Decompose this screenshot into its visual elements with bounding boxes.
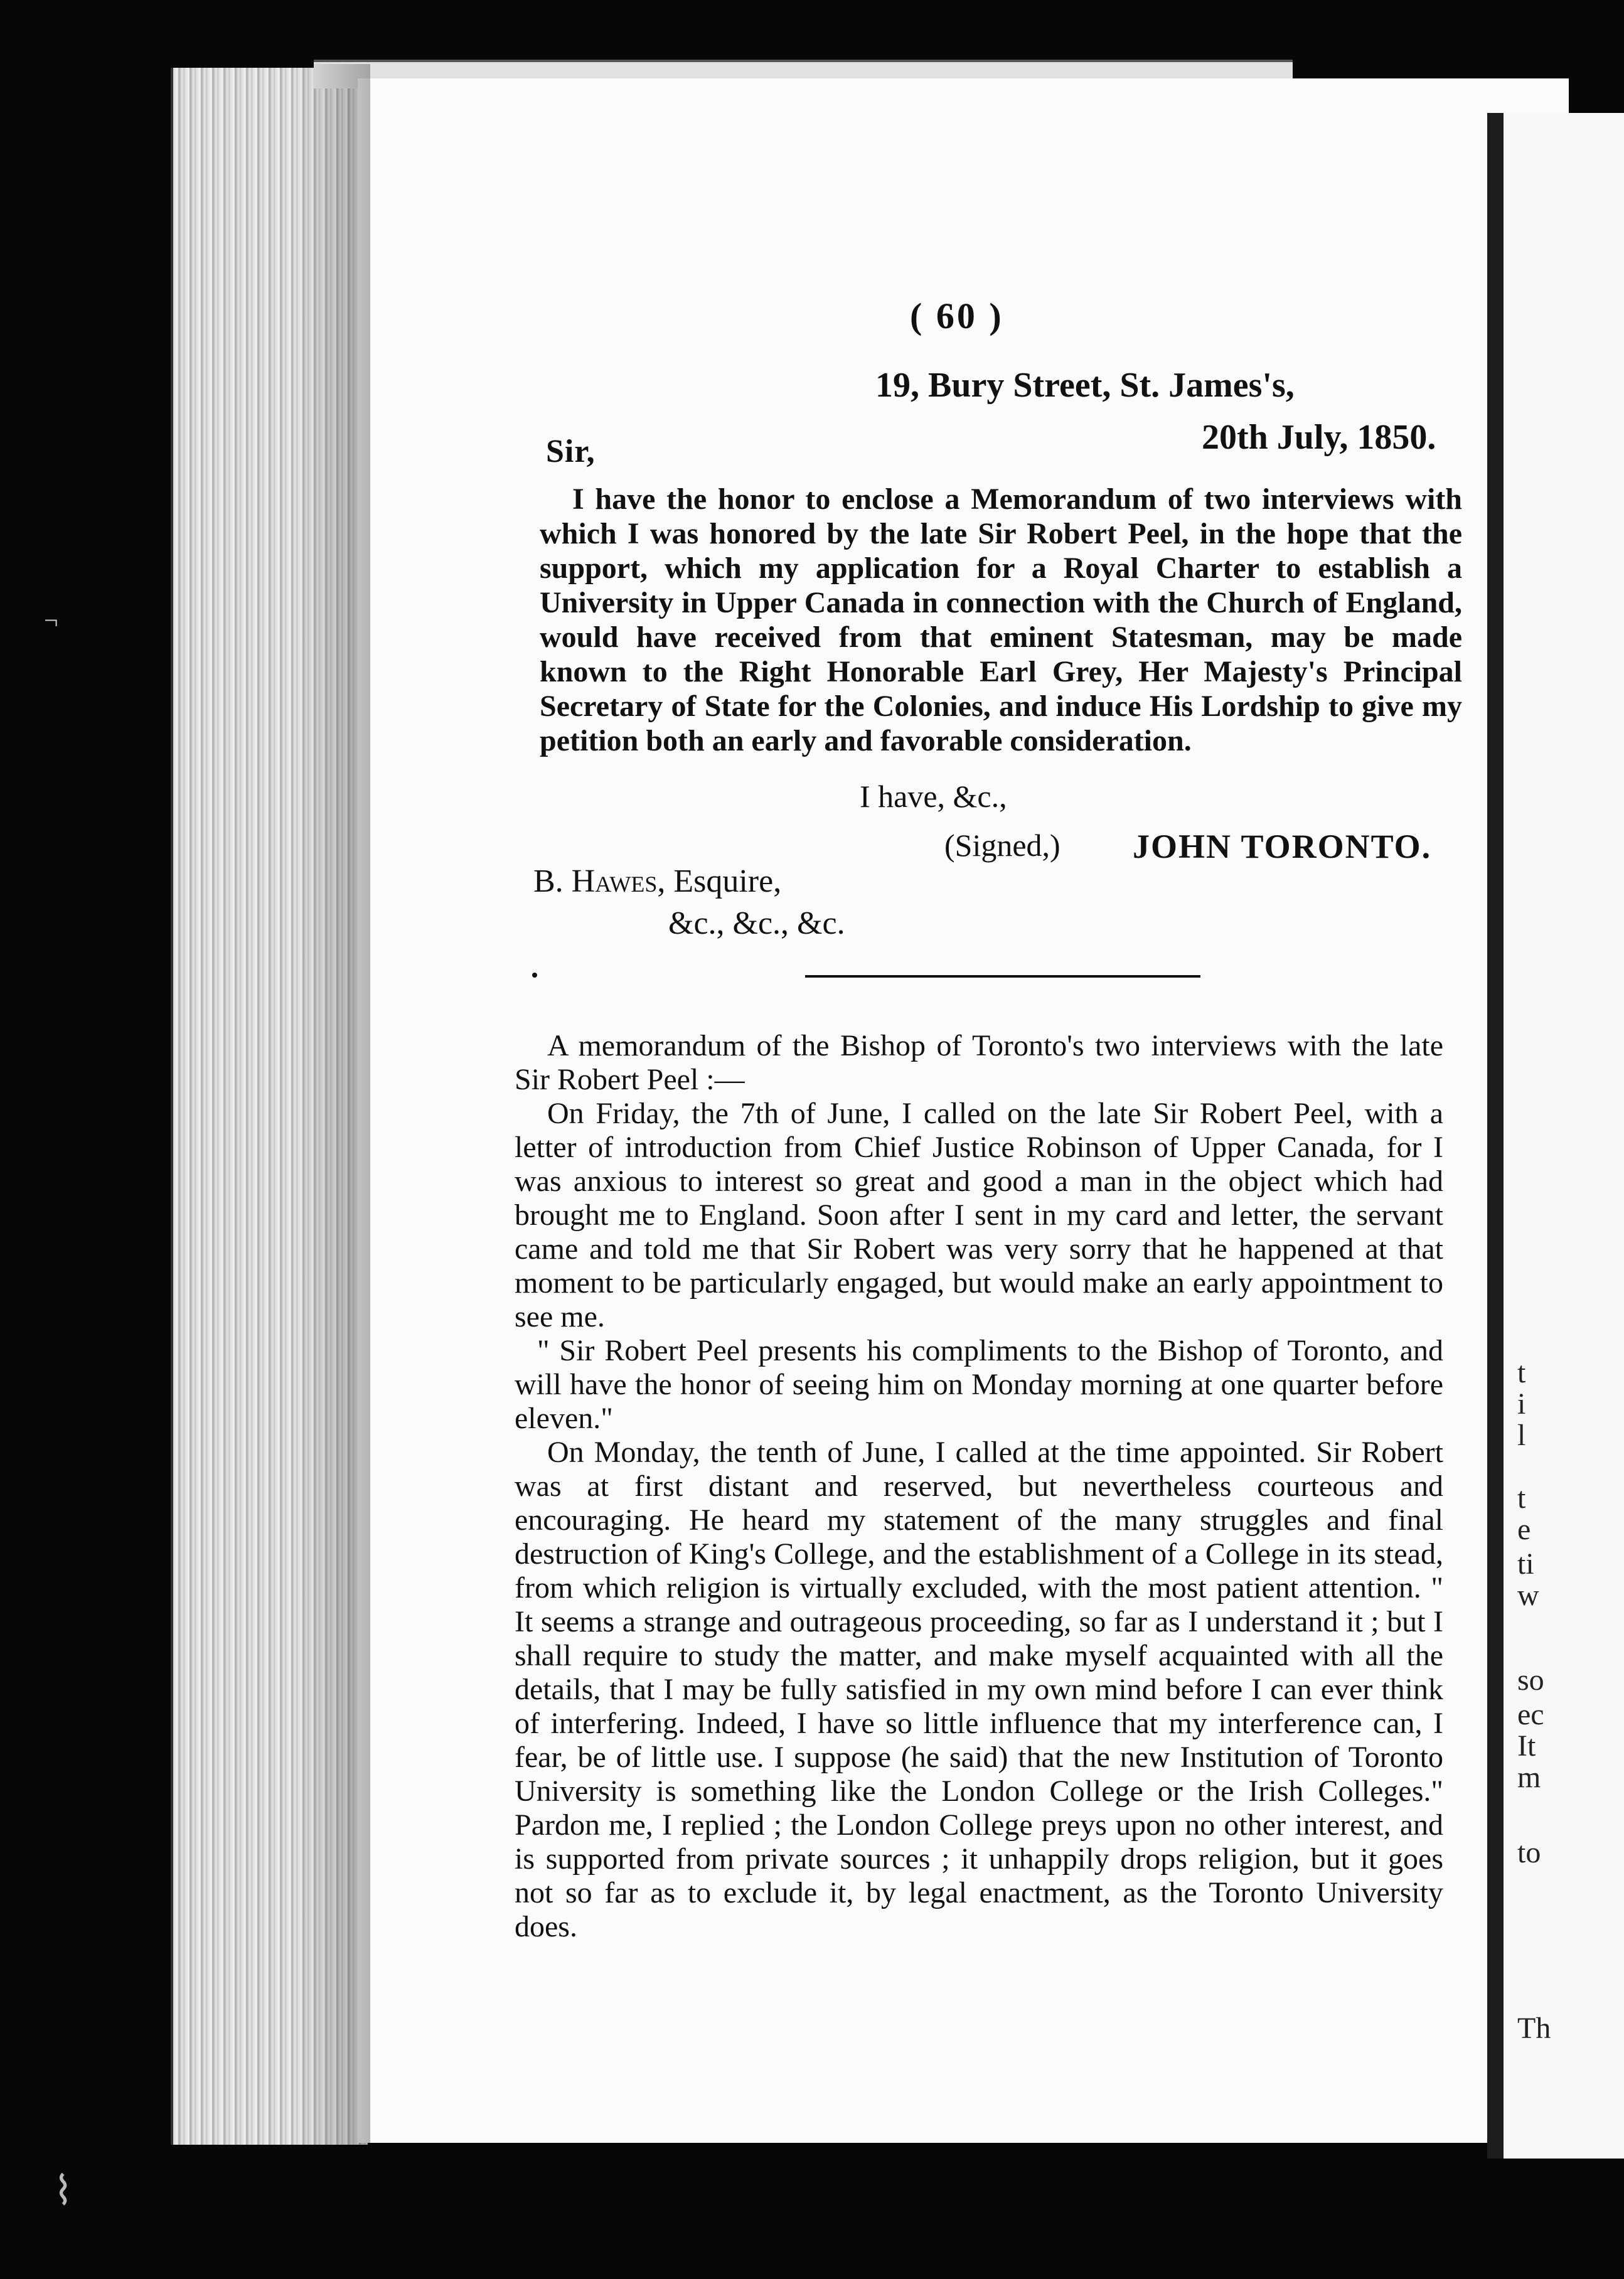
- letter-closing: I have, &c.,: [860, 779, 1007, 814]
- memorandum-heading: A memorandum of the Bishop of Toronto's two interviews with the late Sir Robert Peel :—: [515, 1029, 1443, 1096]
- letter-address: 19, Bury Street, St. James's,: [875, 366, 1295, 405]
- signed-note: (Signed,): [944, 828, 1060, 863]
- signature: JOHN TORONTO.: [1133, 828, 1432, 865]
- facing-fragment: ti: [1517, 1547, 1534, 1581]
- facing-fragment: t: [1517, 1481, 1526, 1515]
- margin-mark-icon: ¬: [44, 606, 58, 634]
- addressee: [533, 863, 845, 942]
- facing-fragment: l: [1517, 1419, 1526, 1452]
- facing-fragment: w: [1517, 1579, 1539, 1612]
- facing-fragment: m: [1517, 1761, 1541, 1794]
- facing-fragment: to: [1517, 1836, 1541, 1869]
- facing-fragment: so: [1517, 1663, 1544, 1697]
- facing-fragment: Th: [1517, 2012, 1551, 2045]
- facing-fragment: ec: [1517, 1698, 1544, 1731]
- letter-date: 20th July, 1850.: [1202, 418, 1436, 457]
- facing-fragment: t: [1517, 1356, 1526, 1389]
- memorandum-paragraph: On Friday, the 7th of June, I called on the late Sir Robert Peel, with a letter of introduction from Chief Justice Robinson of Upper Canada, for I was anxious to interest so great and good a man in the object which had brought me to England. Soon after I sent in my card and letter, the servant came and told me that Sir Robert was very sorry that he happened at that moment to be particularly engaged, but would make an early appointment to see me.: [515, 1097, 1443, 1333]
- section-divider: [805, 975, 1200, 978]
- gutter-shadow: [295, 64, 370, 2147]
- scan-corner-mark-icon: ⌇: [53, 2169, 73, 2213]
- facing-fragment: e: [1517, 1513, 1531, 1546]
- addressee-title: Esquire,: [673, 863, 782, 899]
- facing-fragment: It: [1517, 1729, 1536, 1763]
- letter-body: [540, 482, 1462, 758]
- memorandum-paragraph: On Monday, the tenth of June, I called at the time appointed. Sir Robert was at first distant and reserved, but nevertheless courteous and encouraging. He heard my statement of the many struggles and final destruction of King's College, and the establishment of a College in its stead, from which religion is virtually excluded, with the most patient attention. " It seems a strange and outrageous proceeding, so far as I understand it ; but I shall require to study the matter, and make myself acquainted with all the details, that I may be fully satisfied in my own mind before I can ever think of interfering. Indeed, I have so little influence that my interference can, I fear, be of little use. I suppose (he said) that the new Institution of Toronto University is something like the London College or the Irish Colleges." Pardon me, I replied ; the London College preys upon no other interest, and is supported from private sources ; it unhappily drops religion, but it goes not so far as to exclude it, by legal enactment, as the Toronto University does.: [515, 1436, 1443, 1943]
- stray-dot: [532, 973, 537, 978]
- addressee-etc: &c., &c., &c.: [668, 905, 845, 941]
- memorandum-quote: " Sir Robert Peel presents his compliments to the Bishop of Toronto, and will have the honor of seeing him on Monday morning at one quarter before eleven.": [515, 1334, 1443, 1435]
- addressee-name: B. Hawes,: [533, 863, 666, 899]
- letter-salutation: Sir,: [546, 434, 596, 469]
- facing-page: [1487, 113, 1624, 2159]
- page-number: ( 60 ): [910, 296, 1004, 336]
- memorandum: [515, 1029, 1443, 1944]
- letter-paragraph: I have the honor to enclose a Memorandum of two interviews with which I was honored by the late Sir Robert Peel, in the hope that the support, which my application for a Royal Charter to establish a University in Upper Canada in connection with the Church of England, would have received from that eminent Statesman, may be made known to the Right Honorable Earl Grey, Her Majesty's Principal Secretary of State for the Colonies, and induce His Lordship to give my petition both an early and favorable consideration.: [540, 483, 1462, 757]
- facing-fragment: i: [1517, 1387, 1526, 1421]
